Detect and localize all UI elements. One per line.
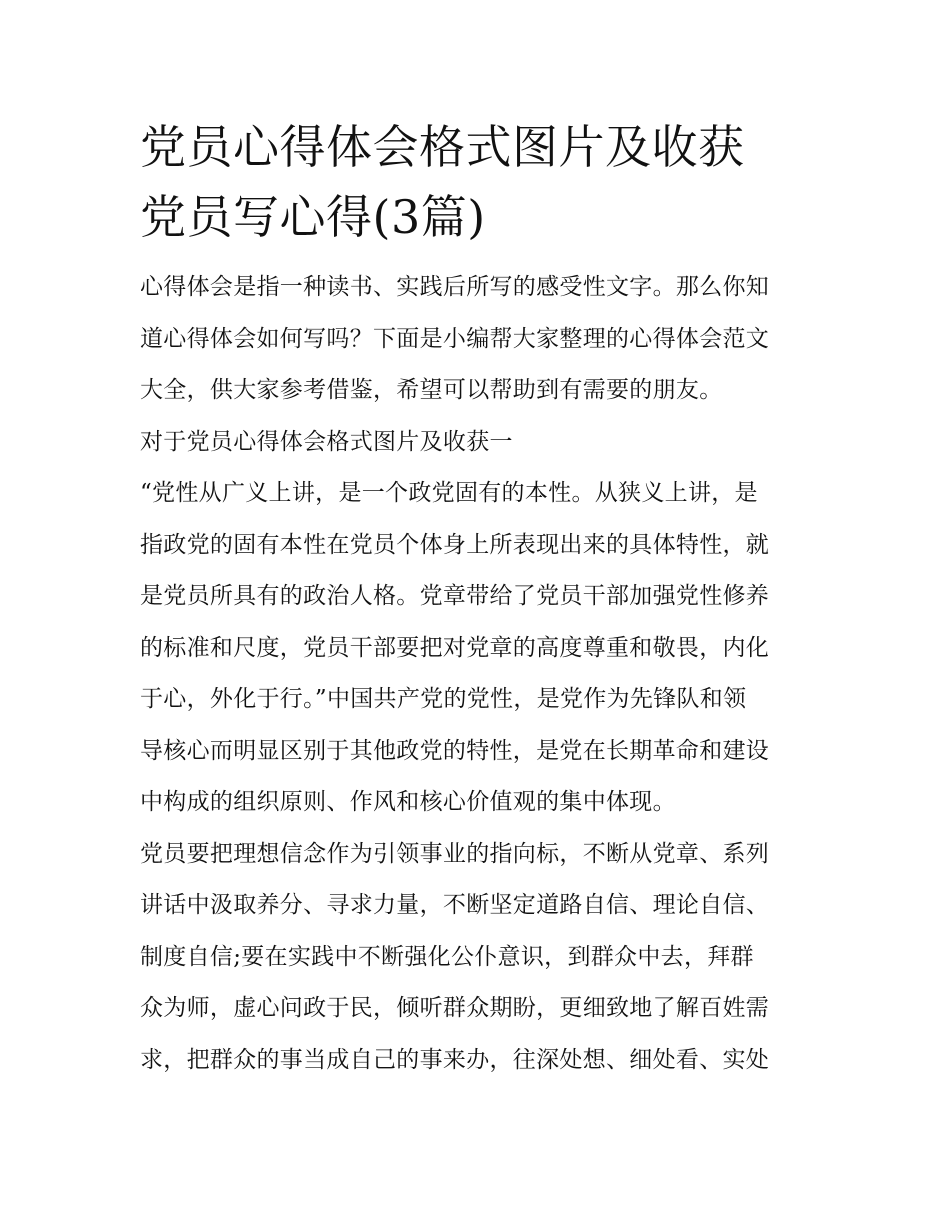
- section-heading: 对于党员心得体会格式图片及收获一: [140, 428, 513, 455]
- title-line-1: 党员心得体会格式图片及收获: [140, 120, 745, 174]
- paragraph-line: 是党员所具有的政治人格。党章带给了党员干部加强党性修养: [140, 583, 770, 609]
- paragraph-line: 的标准和尺度，党员干部要把对党章的高度尊重和敬畏，内化: [140, 634, 770, 661]
- intro-line: 大全，供大家参考借鉴，希望可以帮助到有需要的朋友。: [140, 377, 723, 403]
- paragraph-line: 讲话中汲取养分、寻求力量，不断坚定道路自信、理论自信、: [140, 892, 770, 918]
- document-body: [140, 262, 816, 1086]
- paragraph-line: 指政党的固有本性在党员个体身上所表现出来的具体特性，就: [140, 531, 770, 558]
- paragraph-1: [140, 468, 816, 829]
- intro-paragraph: [140, 262, 816, 417]
- document-content: [140, 112, 816, 1086]
- intro-line: 道心得体会如何写吗？下面是小编帮大家整理的心得体会范文: [140, 325, 770, 352]
- paragraph-line: 众为师，虚心问政于民，倾听群众期盼，更细致地了解百姓需: [140, 995, 770, 1021]
- paragraph-line: 中构成的组织原则、作风和核心价值观的集中体现。: [140, 789, 676, 815]
- paragraph-line: 于心，外化于行。”中国共产党的党性，是党作为先锋队和领: [140, 686, 747, 712]
- paragraph-line: “党性从广义上讲，是一个政党固有的本性。从狭义上讲，是: [140, 480, 758, 506]
- paragraph-line: 导核心而明显区别于其他政党的特性，是党在长期革命和建设: [140, 737, 770, 764]
- title-line-2: 党员写心得(3篇): [140, 190, 486, 244]
- intro-line: 心得体会是指一种读书、实践后所写的感受性文字。那么你知: [140, 274, 770, 300]
- document-title: [140, 112, 816, 252]
- paragraph-line: 党员要把理想信念作为引领事业的指向标，不断从党章、系列: [140, 840, 770, 867]
- paragraph-line: 求，把群众的事当成自己的事来办，往深处想、细处看、实处: [140, 1046, 770, 1073]
- paragraph-2: [140, 829, 816, 1087]
- paragraph-line: 制度自信;要在实践中不断强化公仆意识，到群众中去，拜群: [140, 943, 754, 970]
